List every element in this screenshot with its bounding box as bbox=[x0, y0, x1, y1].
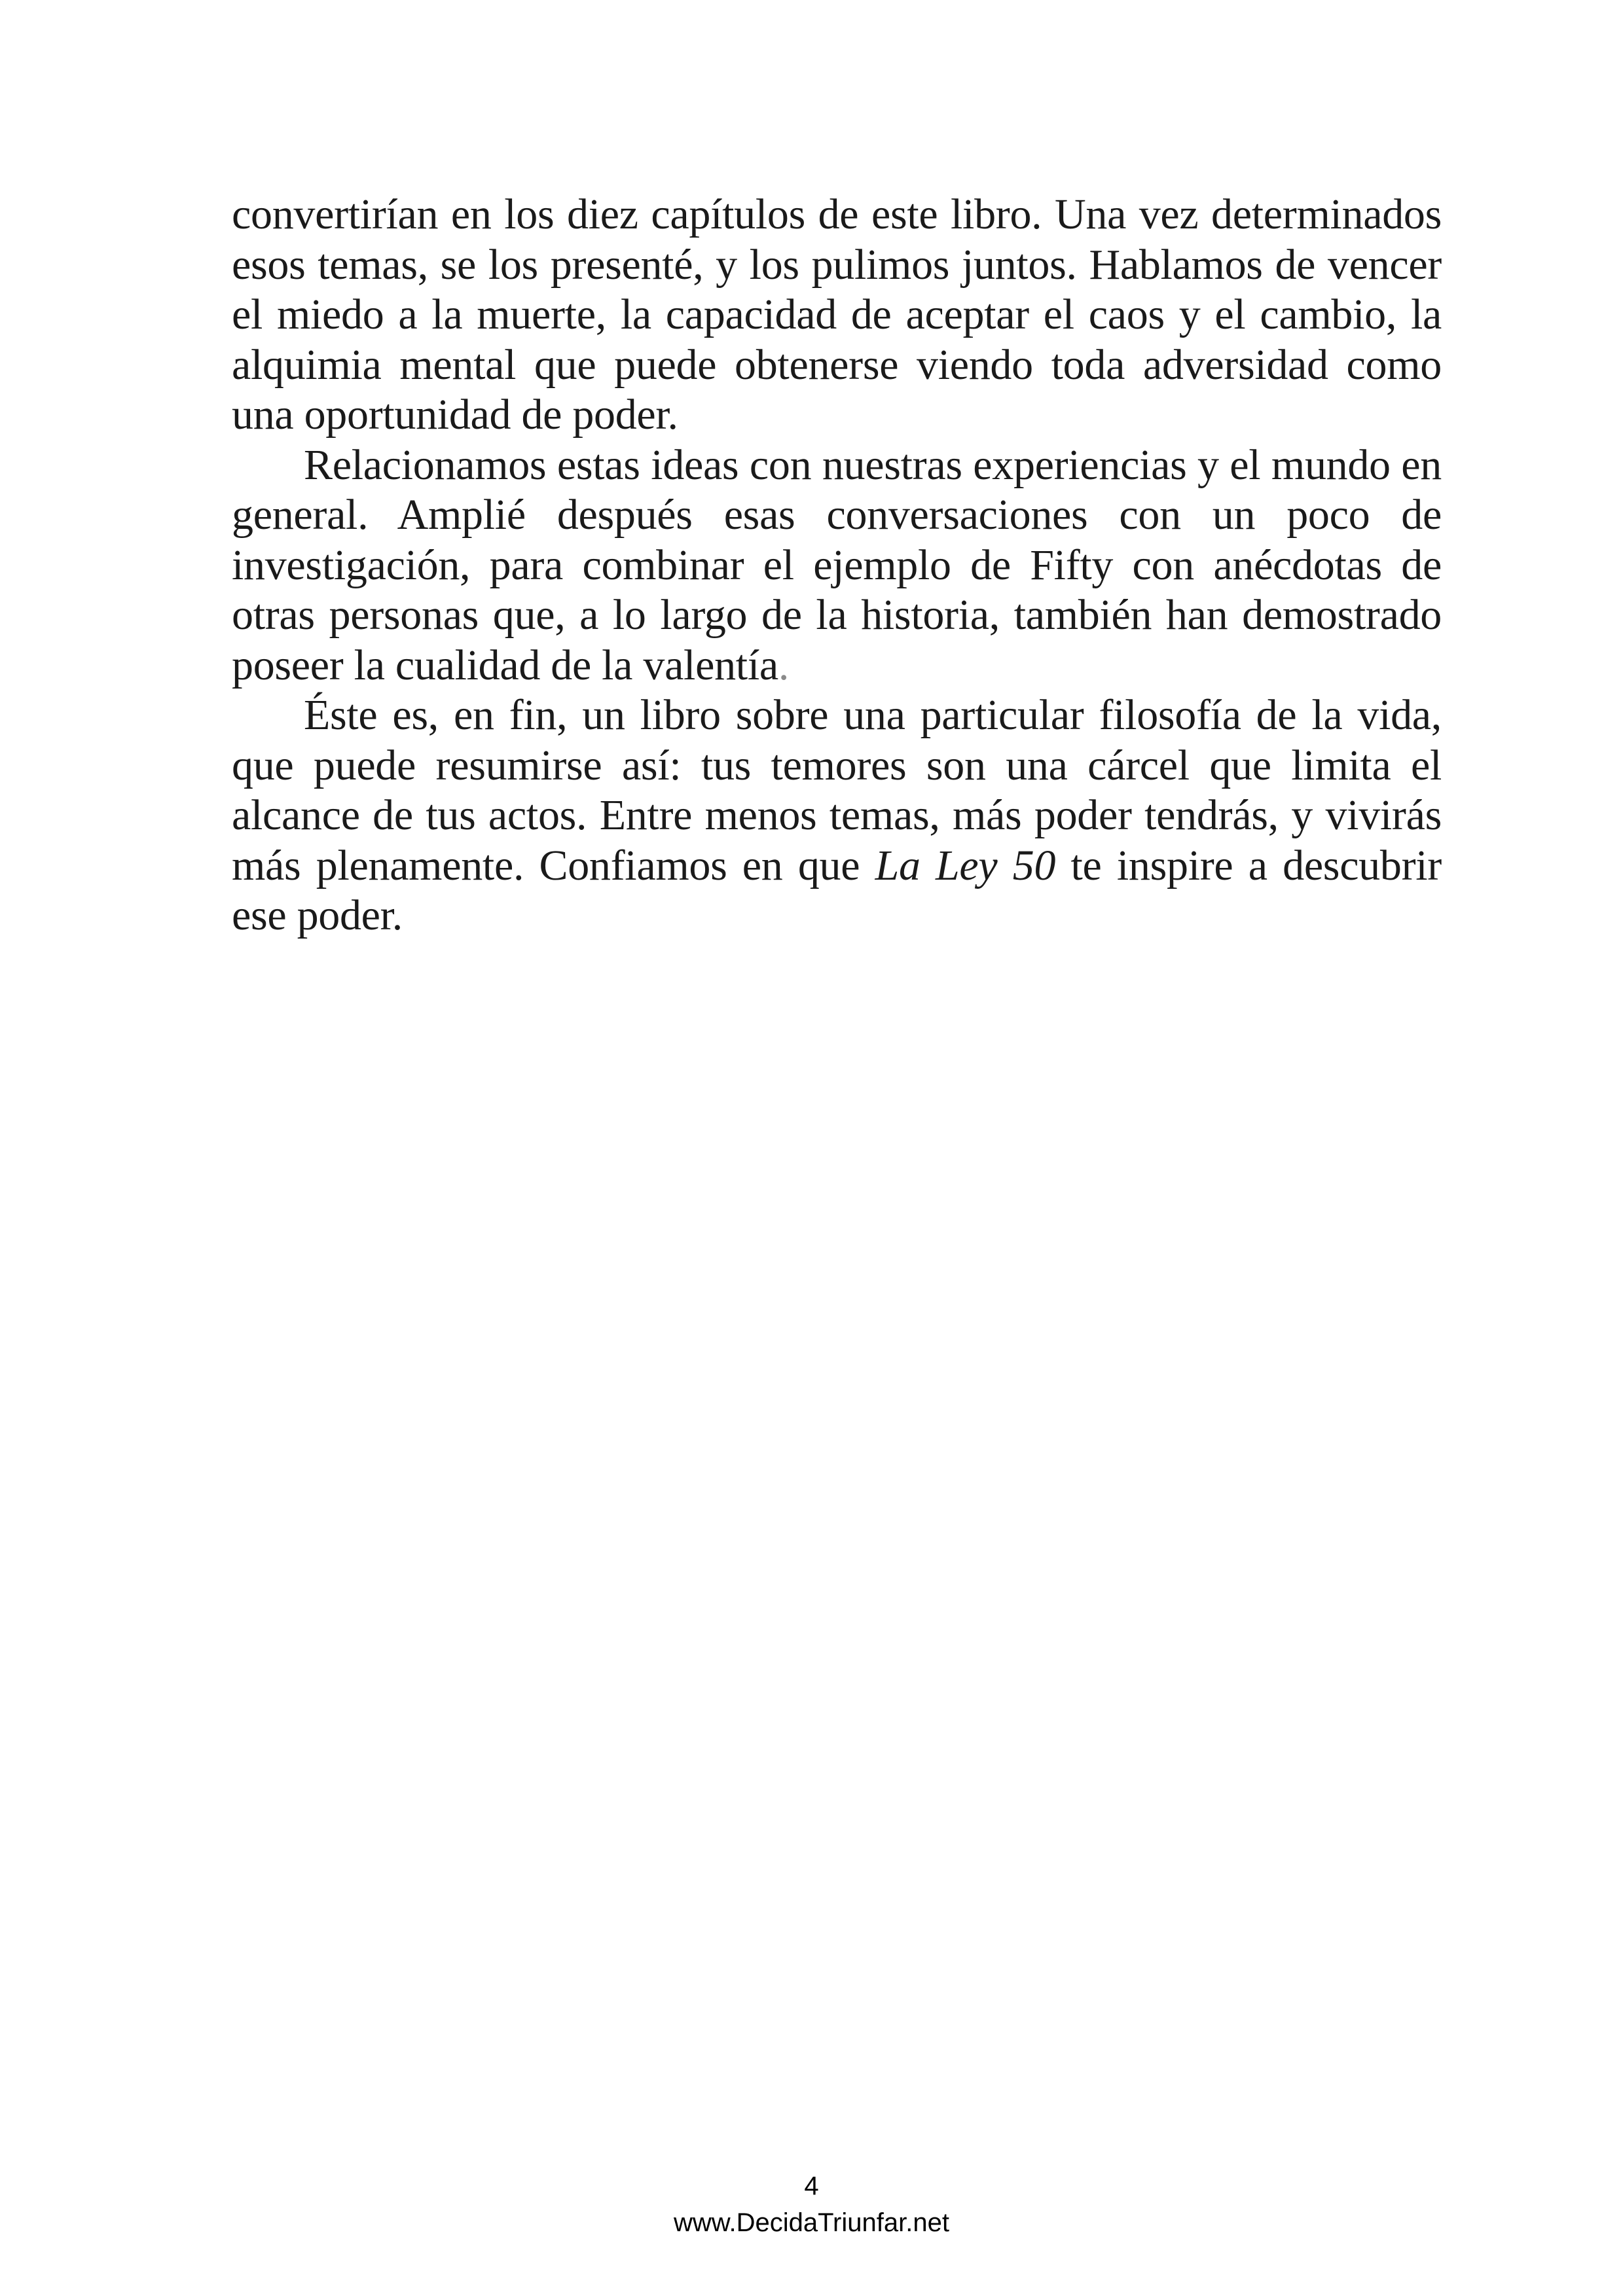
body-text bbox=[232, 190, 1442, 941]
paragraph-2-text: Relacionamos estas ideas con nuestras experiencias y el mundo en general. Amplié después esas conversaciones con un poco de investigación, para combinar el ejemplo de Fifty con anécdotas de otras personas que, a lo largo de la historia, también han demostrado poseer la cualidad de la valentía bbox=[232, 440, 1442, 689]
paragraph-1 bbox=[232, 190, 1442, 440]
paragraph-3-text-before: Éste es, en fin, un libro sobre una particular filosofía de la vida, que puede resumirse así: tus temores son una cárcel que limita el alcance de tus actos. Entre menos temas, más poder tendrás, y vivirás más plenamente. Confiamos en que bbox=[232, 691, 1442, 889]
paragraph-1-text: convertirían en los diez capítulos de este libro. Una vez determinados esos temas, se los presenté, y los pulimos juntos. Hablamos de vencer el miedo a la muerte, la capacidad de aceptar el caos y el cambio, la alquimia mental que puede obtenerse viendo toda adversidad como una oportunidad de poder. bbox=[232, 190, 1442, 439]
page-number: 4 bbox=[804, 2172, 819, 2200]
paragraph-3 bbox=[232, 691, 1442, 941]
paragraph-2 bbox=[232, 440, 1442, 691]
paragraph-2-period: . bbox=[778, 641, 790, 689]
paragraph-3-text-after: te inspire a descubrir ese poder. bbox=[232, 841, 1442, 939]
book-title: La Ley 50 bbox=[875, 841, 1056, 889]
footer-website: www.DecidaTriunfar.net bbox=[674, 2208, 949, 2237]
